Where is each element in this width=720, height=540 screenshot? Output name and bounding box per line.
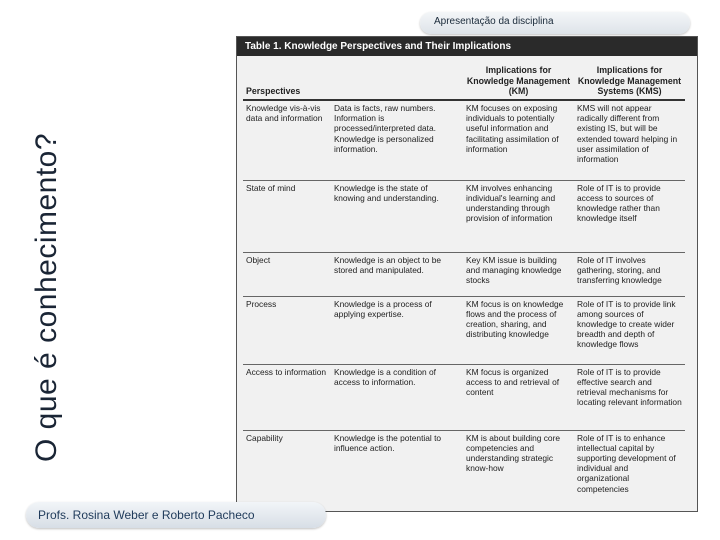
footer-bar [26,502,326,528]
column-header [331,56,463,100]
table-cell: Role of IT involves gathering, storing, and transferring knowledge [577,254,662,285]
table-cell: Role of IT is to enhance intellectual capital by supporting development of individual and organizational competencies [577,432,676,494]
table-cell: Role of IT is to provide effective search and retrieval mechanisms for locating relevant information [577,366,682,408]
table-cell: Knowledge is a process of applying expertise. [334,298,432,319]
subject-label: Apresentação da disciplina [434,16,554,27]
table-cell: Knowledge vis-à-vis data and information [246,103,323,124]
table-cell: Access to information [246,366,327,377]
knowledge-perspectives-table [243,56,685,496]
table-row [243,180,685,252]
table-cell: KM focus is organized access to and retrieval of content [466,366,560,397]
table-cell: Data is facts, raw numbers. Information is processed/interpreted data. Knowledge is personalized information. [334,103,436,154]
table-cell: KM involves enhancing individual's learning and understanding through provision of information [466,182,556,224]
slide-title: O que é conhecimento? [30,132,63,462]
table-cell: Knowledge is a condition of access to information. [334,366,436,387]
table-cell: KM focus is on knowledge flows and the process of creation, sharing, and distributing knowledge [466,298,564,340]
column-header: Implications for Knowledge Management Systems (KMS) [577,65,682,96]
knowledge-table-figure [236,36,698,512]
table-caption: Table 1. Knowledge Perspectives and Their Implications [237,37,697,56]
table-cell: KM focuses on exposing individuals to potentially useful information and facilitating assimilation of information [466,103,559,154]
table-cell: State of mind [246,182,296,193]
column-header: Implications for Knowledge Management (KM) [466,65,571,96]
table-row [243,296,685,364]
table-cell: Process [246,298,277,309]
table-header-row [243,56,685,100]
table-row [243,252,685,296]
table-cell: Role of IT is to provide access to sources of knowledge rather than knowledge itself [577,182,661,224]
table-row [243,100,685,180]
table-row [243,364,685,430]
table-cell: Knowledge is the state of knowing and understanding. [334,182,439,203]
header-bar [420,12,690,34]
table-cell: Knowledge is an object to be stored and manipulated. [334,254,442,275]
column-header: Perspectives [246,85,301,96]
table-cell: KM is about building core competencies and understanding strategic know-how [466,432,561,474]
table-row [243,430,685,496]
table-cell: Capability [246,432,283,443]
table-cell: Knowledge is the potential to influence action. [334,432,442,453]
authors-label: Profs. Rosina Weber e Roberto Pacheco [38,508,255,522]
table-cell: Key KM issue is building and managing knowledge stocks [466,254,562,285]
table-cell: KMS will not appear radically different from existing IS, but will be extended toward helping in user assimilation of information [577,103,678,165]
table-cell: Role of IT is to provide link among sources of knowledge to create wider breadth and depth of knowledge flows [577,298,676,350]
table-cell: Object [246,254,271,265]
